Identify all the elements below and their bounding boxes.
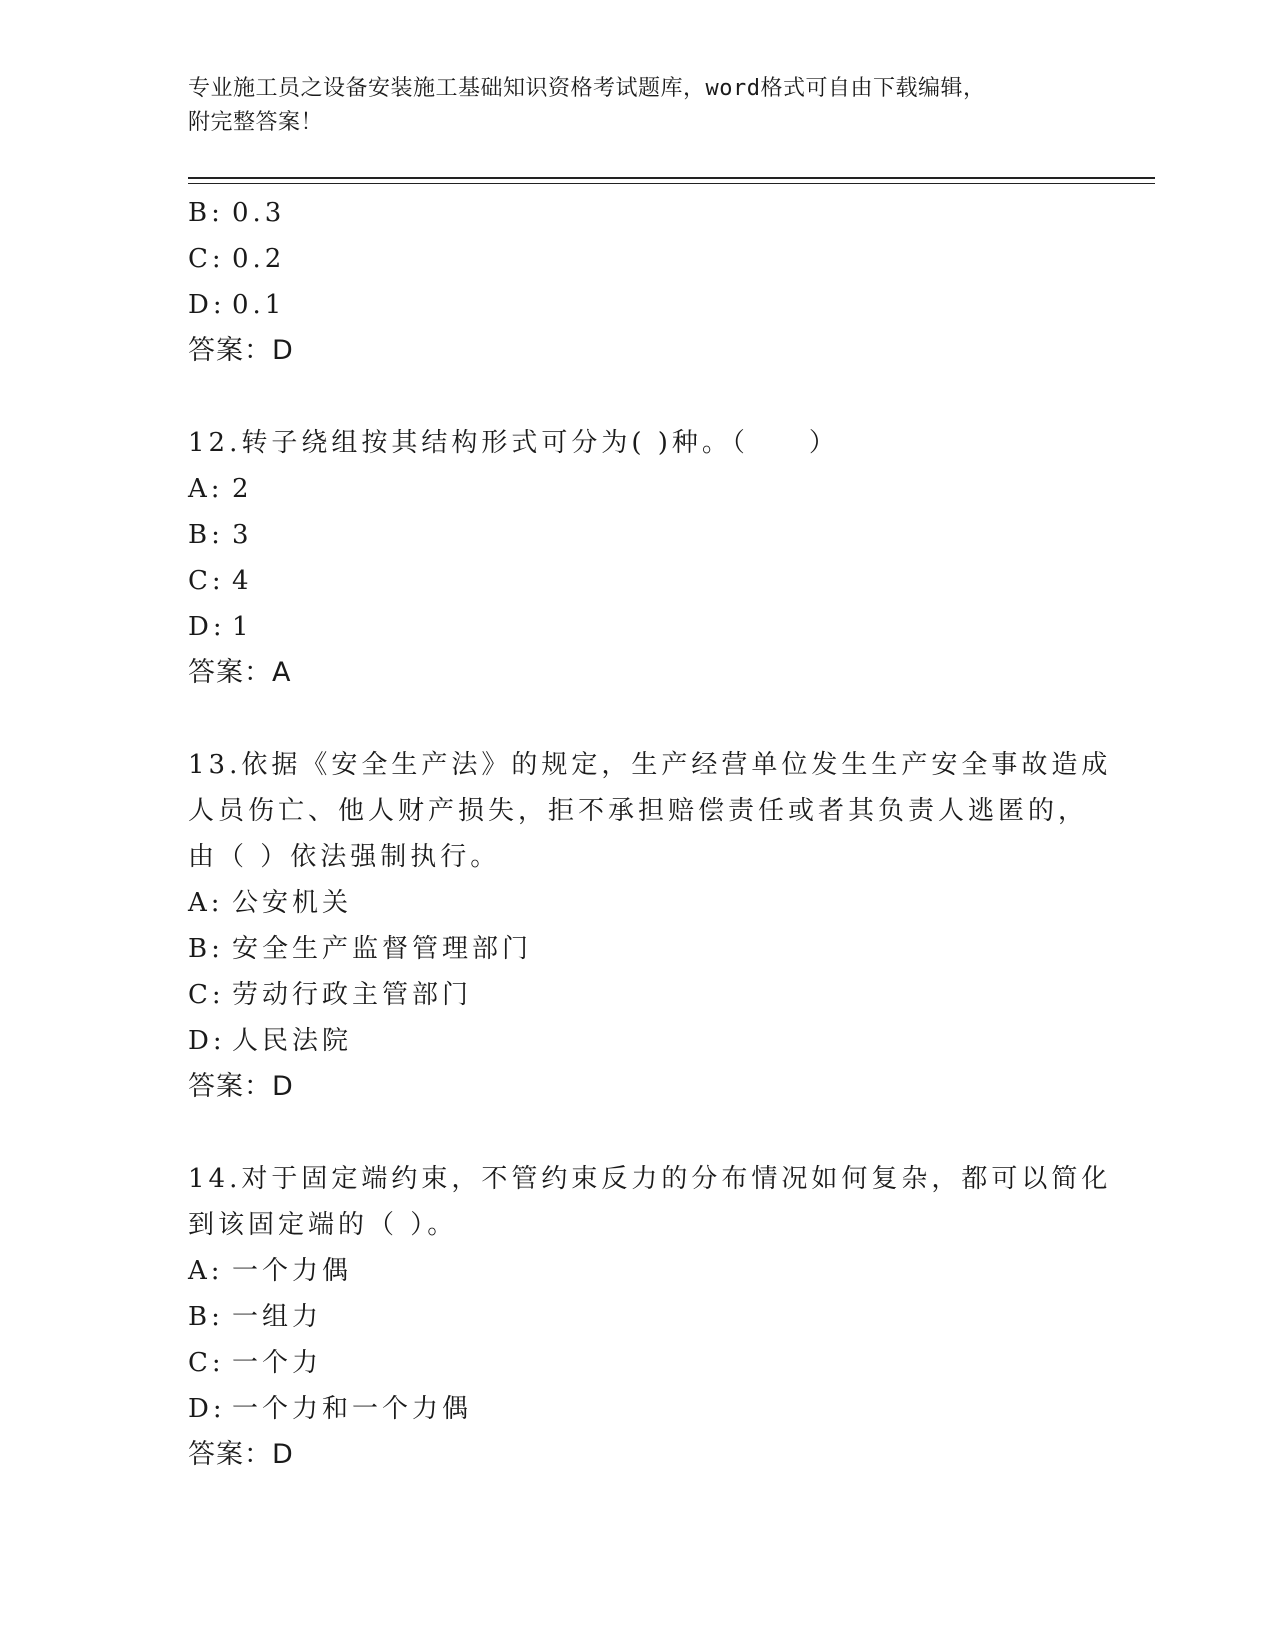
question-list <box>188 190 1112 1478</box>
option-c <box>188 1340 1088 1386</box>
option-d <box>188 282 1088 328</box>
option-text: 劳动行政主管部门 <box>232 980 473 1010</box>
option-letter: D: <box>188 1394 226 1424</box>
option-b <box>188 1294 1088 1340</box>
option-letter: D: <box>188 612 226 642</box>
option-b <box>188 190 1088 236</box>
option-text: 0.1 <box>232 290 286 320</box>
option-c <box>188 236 1088 282</box>
option-letter: D: <box>188 290 226 320</box>
answer-line: 答案：D <box>188 335 294 366</box>
option-text: 人民法院 <box>232 1026 353 1056</box>
option-text: 0.3 <box>232 198 286 228</box>
option-d <box>188 604 1088 650</box>
option-letter: B: <box>188 934 224 964</box>
answer-line: 答案：A <box>188 657 292 688</box>
option-text: 一个力和一个力偶 <box>232 1394 473 1424</box>
option-c <box>188 972 1088 1018</box>
question-11-continued <box>188 190 1088 374</box>
option-letter: B: <box>188 1302 224 1332</box>
option-text: 1 <box>232 612 253 642</box>
question-stem: 12.转子绕组按其结构形式可分为( )种。（ ） <box>188 428 839 458</box>
option-text: 4 <box>232 566 253 596</box>
option-a <box>188 1248 1088 1294</box>
header-line-2: 附完整答案！ <box>188 110 324 135</box>
option-a <box>188 466 1088 512</box>
option-letter: B: <box>188 520 224 550</box>
option-d <box>188 1018 1088 1064</box>
option-text: 一组力 <box>232 1302 323 1332</box>
option-text: 一个力 <box>232 1348 323 1378</box>
header-line-1: 专业施工员之设备安装施工基础知识资格考试题库，word格式可自由下载编辑， <box>188 76 986 101</box>
question-13 <box>188 742 1112 1110</box>
question-stem-line: 14.对于固定端约束，不管约束反力的分布情况如何复杂，都可以简化 <box>188 1164 1112 1194</box>
question-stem-line: 13.依据《安全生产法》的规定，生产经营单位发生生产安全事故造成 <box>188 750 1112 780</box>
option-letter: A: <box>188 1256 224 1286</box>
option-letter: C: <box>188 566 225 596</box>
option-letter: A: <box>188 474 224 504</box>
question-stem-line: 到该固定端的（ ）。 <box>188 1210 458 1240</box>
header-divider-thin <box>188 183 1155 184</box>
option-letter: C: <box>188 244 225 274</box>
option-text: 0.2 <box>232 244 286 274</box>
answer-line: 答案：D <box>188 1439 294 1470</box>
document-header <box>188 72 1068 140</box>
option-text: 2 <box>232 474 253 504</box>
option-d <box>188 1386 1088 1432</box>
question-stem-line: 由（ ）依法强制执行。 <box>188 842 501 872</box>
option-b <box>188 926 1088 972</box>
answer-line: 答案：D <box>188 1071 294 1102</box>
option-text: 3 <box>232 520 253 550</box>
option-letter: A: <box>188 888 224 918</box>
option-b <box>188 512 1088 558</box>
option-text: 公安机关 <box>232 888 353 918</box>
option-a <box>188 880 1088 926</box>
option-letter: D: <box>188 1026 226 1056</box>
question-14 <box>188 1156 1112 1478</box>
header-divider-thick <box>188 177 1155 179</box>
option-c <box>188 558 1088 604</box>
option-letter: C: <box>188 980 225 1010</box>
question-stem-line: 人员伤亡、他人财产损失，拒不承担赔偿责任或者其负责人逃匿的， <box>188 796 1089 826</box>
option-text: 一个力偶 <box>232 1256 353 1286</box>
question-12 <box>188 420 1088 696</box>
option-letter: C: <box>188 1348 225 1378</box>
option-letter: B: <box>188 198 224 228</box>
option-text: 安全生产监督管理部门 <box>232 934 533 964</box>
